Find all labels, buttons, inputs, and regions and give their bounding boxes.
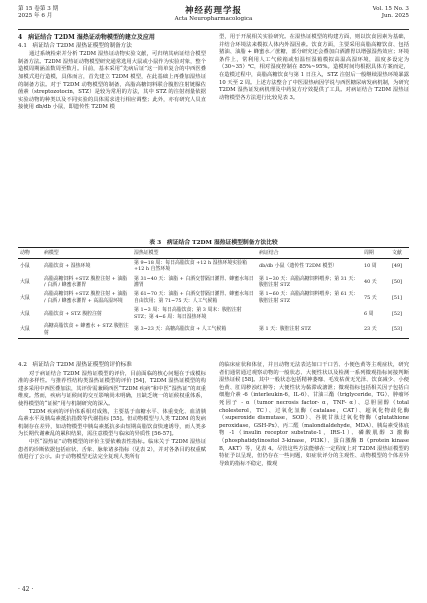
header-rule: [18, 29, 409, 30]
table-header-cell: 动物: [18, 248, 42, 259]
table-cell: 第 1 天：腹腔注射 STZ: [257, 322, 362, 338]
table-header-cell: 湿热证模型: [132, 248, 257, 259]
table-row: [18, 322, 409, 338]
table-row: [18, 258, 409, 274]
right-column-bottom: [219, 362, 409, 468]
paragraph: T2DM 疾病的评价体系相对成熟，主要基于血糖水平、体重变化、血清胰岛素水平及胰岛素抵抗指数等代谢指标 [55]。但动物模型与人类 T2DM 的发病机制存在差异，如动物模型中胰岛素抵抗多由短期高脂饮食快速诱导，而人类多为长期代谢紊乱的累积结果，需注意模型与临床的异质性 [56-57]。: [18, 408, 206, 438]
table-header-row: [18, 248, 409, 259]
right-column-top: [219, 34, 409, 102]
left-column-top: [18, 34, 206, 112]
journal-title-en: Acta Neuropharmacologica: [174, 16, 253, 22]
table-cell: db/db 小鼠（遗传性 T2DM 模型）: [259, 263, 338, 270]
table-cell: 大鼠: [18, 322, 42, 338]
table-cell: 40 天: [364, 278, 377, 285]
table-cell: 高脂高糖饲料 +STZ 腹腔注射 + 油脂 / 白酒 / 蜂蜜水灌胃 + 高温高湿环境: [44, 291, 128, 305]
table-cell: 第 3~23 天：高糖高脂饮食 + 人工气候箱: [132, 322, 257, 338]
table-header-cell: 文献: [390, 248, 409, 259]
table-cell: 第 1~3 周：每日高脂饮食；第 3 周末：腹腔注射 STZ；第 4~6 周：每日湿热环境: [134, 307, 242, 320]
subsection-heading-4-2: 4.2 病证结合 T2DM 湿热证模型的评价标准: [18, 362, 132, 368]
table-cell: 高脂饮食 + 湿热环境: [44, 263, 91, 270]
paragraph: 对于病证结合 T2DM 湿热证模型的评价，目前面临的核心问题在于成模标准的多样性。与推荐性结构类湿热证模型的评价 [54]，T2DM 湿热证模型的构建多采用中西医叠加法，其评价需兼顾西医“T2DM 疾病”和中医“湿热证”的双重维度。然而，疾病与证候间的交互影响尚未明确，且缺乏统一的证候权重体系，使得模型的“证候”用与机制研究的深入。: [18, 370, 206, 407]
table-cell: 第 31~40 天：油脂 + 白酒交替隔日灌胃、蜂蜜水每日灌胃: [134, 275, 254, 289]
table-cell: 第 61~70 天：油脂 + 白酒交替隔日灌胃、蜂蜜水每日自由饮用；第 71~75 天：人工气候箱: [134, 291, 254, 305]
volume-info: Vol. 15 No. 3 Jun. 2025: [372, 6, 409, 19]
paragraph: 通过系统检索并分析 T2DM 湿热证动物实验文献，可归纳其病证结合模型制备方法。T2DM 湿热证动物模型研究通常选用大鼠或小鼠作为实验对象，整个造模周期涵盖数周至数月。目前，基本采用“先病后证”这一简单复合的中西医叠加模式进行造模，具体而言，首先建立 T2DM 模型，在此基础上再叠加湿热证的制备方法。对于 T2DM 动物模型的制备，高脂高糖饲料联合腹腔注射链脲佐菌素（streptozotocin，STZ）是较为常用的方法，其中 STZ 的注射剂量依据实验动物的种类以及不同实验的具体需求进行相应调整；此外，亦有研究人员直接使用 db/db 小鼠，即遗传性 T2DM 模: [18, 51, 206, 111]
table-cell: 小鼠: [20, 263, 30, 270]
table-header-cell: 病模型: [42, 248, 132, 259]
table-cell: [52]: [392, 310, 403, 317]
table-cell: 第 9~18 周：每日高脂饮食 +12 h 湿热环境实验箱 +12 h 自然环境: [134, 259, 247, 273]
comparison-table: [18, 247, 409, 339]
section-heading-4: 4 病证结合 T2DM 湿热证动物模型的建立及应用: [18, 34, 155, 41]
table-header-cell: 周期: [362, 248, 390, 259]
paragraph: 型，用于开展相关实验研究。在湿热证模型的构建方面，则以饮食因素为基础，并结合环境法来模拟人体内外湿因素。饮食方面，主要采用高脂高糖饮食、包括猪油、油脂 + 蜂蜜水／蔗糖，部分研究还会叠加白酒灌胃以增强湿热效应；环境条件上，常利用人工气候箱或恒温恒湿箱模拟高温高湿环境，温度多设定为（30~35）℃，相对湿度控制在 85%~95%。造模时间均根据具体方案而定，在造模过程中，高脂高糖饮食与第 1 日注入，STZ 注射后一般继续湿热环境暴露 10 天至 2 周。上述方法整合了中医湿热病因学说与西医糖尿病发病机制，为研究 T2DM 湿热证发病机理及中药复方疗效提供了工具。对病证结合 T2DM 湿热证动物模型各方法进行比较见表 3。: [219, 34, 409, 101]
table-cell: 第 1~30 天：高脂高糖饲料喂养；第 31 天：腹腔注射 STZ: [259, 275, 359, 289]
table-cell: [50]: [392, 278, 403, 285]
journal-title-cn: 神经药理学报: [184, 6, 242, 16]
table-cell: 75 天: [364, 294, 377, 301]
table-cell: 高脂高糖饲料 +STZ 腹腔注射 + 油脂 / 白酒 / 蜂蜜水灌胃: [44, 275, 128, 289]
subsection-heading-4-1: 4.1 病证结合 T2DM 湿热证模型的制备方法: [18, 42, 132, 49]
table-cell: 10 周: [364, 263, 377, 270]
journal-title: [18, 6, 409, 23]
table-cell: [257, 306, 362, 322]
table-cell: 大鼠: [20, 294, 30, 301]
table-cell: 23 天: [362, 322, 390, 338]
left-column-bottom: [18, 362, 206, 462]
table-cell: [49]: [392, 263, 403, 270]
table-cell: 第 1~60 天：高脂高糖饲料喂养；第 61 天：腹腔注射 STZ: [259, 291, 359, 305]
table-cell: 大鼠: [20, 310, 30, 317]
table-cell: [53]: [390, 322, 409, 338]
table-cell: 高脂饮食 + STZ 腹腔注射: [44, 310, 102, 317]
paragraph: 的临床症状和体征，并且动物无法表达如口干口苦、小便色黄等主观症状，研究者们通常通过观察动物的一般状态、大便性状以及检测一系列微观指标间接判断湿热证候 [58]。其中一般状态包括精神萎靡、毛发枯黄无光泽、饮食减少、小便色黄、肛周秽浊红肿等；大便性状为黏滞或溏泄；微观指标包括相关因子包括白细胞介素 -6（interleukin-6，IL-6）、甘油三酯（triglyceride，TG）、肿瘤坏死因子 - α（tumor necrosis factor- α，TNF- α）、总胆固醇（total cholesterol，TC）、过氧化氢酶（catalase，CAT）、超氧化物歧化酶（superoxide dismutase，SOD）、谷胱甘肽过氧化物酶（glutathione peroxidase，GSH-Px）、丙二醛（malondialdehyde，MDA）、胰岛素受体底物 -1（insulin receptor substrate-1，IRS-1）、磷酸肌醇 3 激酶（phosphatidylinositol 3-kinase，PI3K）、蛋白激酶 B（protein kinase B，AKT）等，见表 4。尽管这些方法能够在一定程度上对 T2DM 湿热证模型的特征予以呈现，但仍存在一些问题，如症状评分的主观性、动物模型的个体差异导致的指标不稳定，微观: [219, 362, 409, 467]
table-row: [18, 274, 409, 290]
running-header: [18, 6, 409, 28]
issue-info: 第 15 卷第 3 期 2025 年 6 月: [18, 6, 59, 19]
table-caption: 表 3 病证结合 T2DM 湿热证模型制备方法比较: [149, 240, 278, 246]
table-cell: [51]: [392, 294, 403, 301]
table-row: [18, 290, 409, 306]
table-cell: 6 周: [364, 310, 374, 317]
table-cell: 高糖高脂饮食 + 蜂蜜水 + STZ 腹腔注射: [42, 322, 132, 338]
table-cell: 大鼠: [20, 278, 30, 285]
table-row: [18, 306, 409, 322]
table-header-cell: 病证结合: [257, 248, 362, 259]
page-number: · 42 ·: [18, 586, 34, 593]
paragraph: 中医“湿热证”动物模型的评价主要依赖表性指标。临床关于 T2DM 湿热证患者的诊断依据包括症状、舌象、脉象诸多指标（见表 2），并对各条目的权重赋值进行了公示。由于动物模型无法完全复现人类所有: [18, 438, 206, 461]
